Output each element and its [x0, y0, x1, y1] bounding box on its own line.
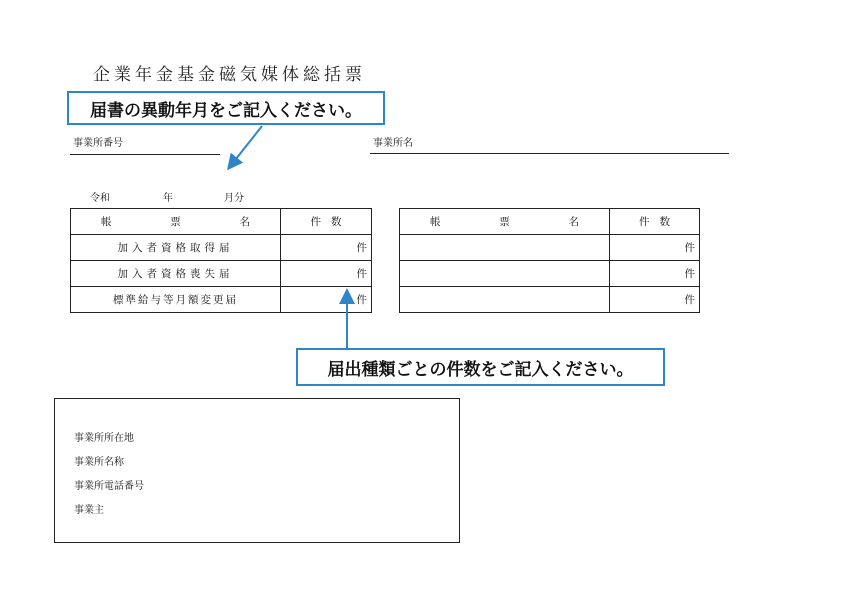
- office-title-label: 事業所名称: [74, 457, 124, 468]
- count-unit: 件: [684, 268, 695, 280]
- year-label: 年: [163, 193, 173, 204]
- form-name-cell: 標準給与等月額変更届: [71, 287, 281, 313]
- count-unit: 件: [356, 268, 367, 280]
- count-unit: 件: [356, 242, 367, 254]
- date-arrow: [232, 126, 262, 164]
- header-char: 名: [568, 216, 579, 228]
- office-name-label: 事業所名: [373, 138, 413, 149]
- office-number-label: 事業所番号: [73, 138, 123, 149]
- count-unit: 件: [684, 242, 695, 254]
- employer-label: 事業主: [74, 505, 104, 516]
- count-instruction-callout: [296, 348, 665, 386]
- office-address-label: 事業所所在地: [74, 433, 134, 444]
- month-label: 月分: [224, 193, 244, 204]
- page-title: 企業年金基金磁気媒体総括票: [93, 65, 366, 85]
- count-unit: 件: [684, 294, 695, 306]
- date-instruction-text: 届書の異動年月をご記入ください。: [90, 100, 362, 121]
- era-label: 令和: [90, 193, 110, 204]
- header-char: 票: [170, 216, 181, 228]
- header-char: 帳: [430, 216, 441, 228]
- header-char: 票: [499, 216, 510, 228]
- header-char: 件: [638, 216, 650, 228]
- count-unit: 件: [356, 294, 367, 306]
- address-box: [54, 398, 460, 543]
- header-char: 件: [310, 216, 321, 228]
- count-instruction-text: 届出種類ごとの件数をご記入ください。: [327, 359, 634, 380]
- office-phone-label: 事業所電話番号: [74, 481, 144, 492]
- header-char: 数: [659, 216, 670, 228]
- header-char: 数: [331, 216, 342, 228]
- header-char: 帳: [101, 216, 112, 228]
- form-name-cell: 加入者資格取得届: [71, 235, 281, 261]
- header-char: 名: [239, 216, 250, 228]
- form-name-cell: 加入者資格喪失届: [71, 261, 281, 287]
